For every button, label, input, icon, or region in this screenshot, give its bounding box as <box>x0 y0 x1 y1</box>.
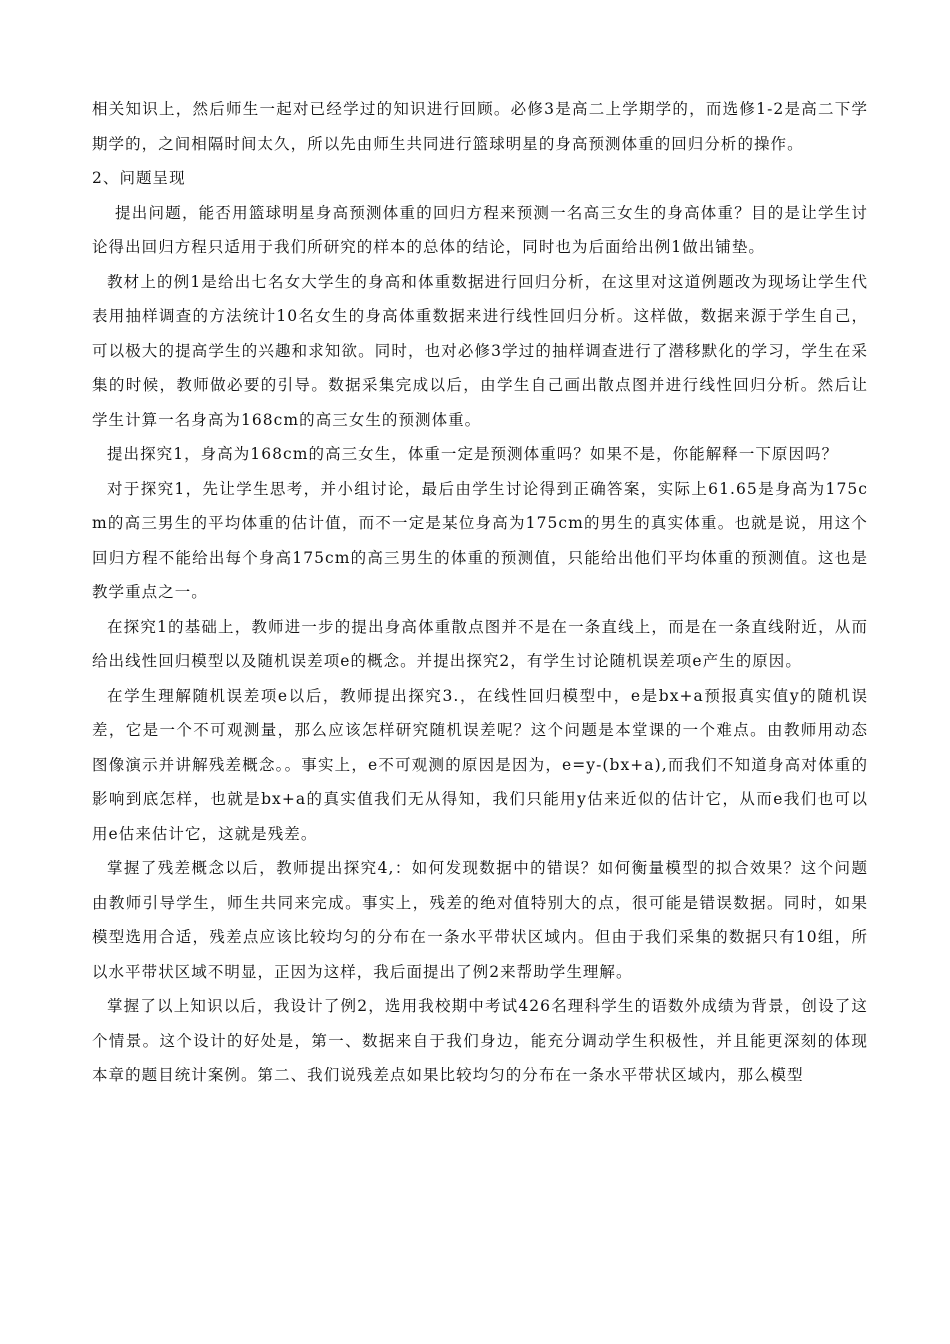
paragraph-question: 提出问题，能否用篮球明星身高预测体重的回归方程来预测一名高三女生的身高体重？目的是让学生讨论得出回归方程只适用于我们所研究的样本的总体的结论，同时也为后面给出例1做出铺垫。 <box>92 203 868 256</box>
paragraph-inquiry-1: 提出探究1，身高为168cm的高三女生，体重一定是预测体重吗？如果不是，你能解释一下原因吗？ <box>107 445 839 463</box>
paragraph-inquiry-4: 掌握了残差概念以后，教师提出探究4,：如何发现数据中的错误？如何衡量模型的拟合效果？这个问题由教师引导学生，师生共同来完成。事实上，残差的绝对值特别大的点，很可能是错误数据。同时，如果模型选用合适，残差点应该比较均匀的分布在一条水平带状区域内。但由于我们采集的数据只有10组，所以水平带状区域不明显，正因为这样，我后面提出了例2来帮助学生理解。 <box>92 859 868 981</box>
paragraph-inquiry-1-answer: 对于探究1，先让学生思考，并小组讨论，最后由学生讨论得到正确答案，实际上61.65是身高为175cm的高三男生的平均体重的估计值，而不一定是某位身高为175cm的男生的真实体重。也就是说，用这个回归方程不能给出每个身高175cm的高三男生的体重的预测值，只能给出他们平均体重的预测值。这也是教学重点之一。 <box>92 479 868 601</box>
paragraph-inquiry-2: 在探究1的基础上，教师进一步的提出身高体重散点图并不是在一条直线上，而是在一条直线附近，从而给出线性回归模型以及随机误差项e的概念。并提出探究2，有学生讨论随机误差项e产生的原因。 <box>92 617 868 670</box>
paragraph-inquiry-3: 在学生理解随机误差项e以后，教师提出探究3.，在线性回归模型中，e是bx+a预报真实值y的随机误差，它是一个不可观测量，那么应该怎样研究随机误差呢？这个问题是本堂课的一个难点。由教师用动态图像演示并讲解残差概念。。事实上，e不可观测的原因是因为，e=y-(bx+a),而我们不知道身高对体重的影响到底怎样，也就是bx+a的真实值我们无从得知，我们只能用y估来近似的估计它，从而e我们也可以用e估来估计它，这就是残差。 <box>92 686 868 843</box>
paragraph-example-1: 教材上的例1是给出七名女大学生的身高和体重数据进行回归分析，在这里对这道例题改为现场让学生代表用抽样调查的方法统计10名女生的身高体重数据来进行线性回归分析。这样做，数据来源于学生自己，可以极大的提高学生的兴趣和求知欲。同时，也对必修3学过的抽样调查进行了潜移默化的学习，学生在采集的时候，教师做必要的引导。数据采集完成以后，由学生自己画出散点图并进行线性回归分析。然后让学生计算一名身高为168cm的高三女生的预测体重。 <box>92 272 868 429</box>
document-page <box>92 92 868 1093</box>
section-heading-problem: 2、问题呈现 <box>92 169 186 187</box>
paragraph-example-2: 掌握了以上知识以后，我设计了例2，选用我校期中考试426名理科学生的语数外成绩为背景，创设了这个情景。这个设计的好处是，第一、数据来自于我们身边，能充分调动学生积极性，并且能更深刻的体现本章的题目统计案例。第二、我们说残差点如果比较均匀的分布在一条水平带状区域内，那么模型 <box>92 997 868 1084</box>
paragraph-intro: 相关知识上，然后师生一起对已经学过的知识进行回顾。必修3是高二上学期学的，而选修1-2是高二下学期学的，之间相隔时间太久，所以先由师生共同进行篮球明星的身高预测体重的回归分析的操作。 <box>92 100 868 153</box>
